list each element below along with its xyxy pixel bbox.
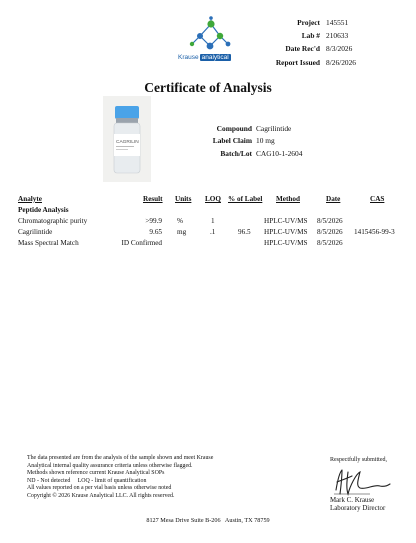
signature-image	[330, 464, 392, 498]
cell-loq: 1	[211, 217, 215, 225]
cell-units: mg	[177, 228, 187, 236]
field-value: 10 mg	[256, 136, 275, 146]
signer-name: Mark C. Krause	[330, 497, 375, 504]
footer-notes	[27, 455, 213, 501]
cell-cas: 1415456-99-3	[354, 228, 395, 236]
product-label-claim	[168, 135, 302, 147]
meta-label: Date Rec'd	[285, 44, 320, 54]
field-value: CAG10-1-2604	[256, 148, 303, 158]
meta-label: Lab #	[301, 31, 320, 41]
cell-date: 8/5/2026	[317, 228, 343, 236]
header-cas: CAS	[370, 195, 385, 203]
product-batch-lot	[168, 148, 302, 160]
vial-label: CAGRILIN	[116, 140, 139, 145]
brand-left: Krause	[178, 54, 199, 61]
header-result: Result	[143, 195, 163, 203]
header-date: Date	[326, 195, 341, 203]
brand-wordmark	[178, 54, 231, 61]
meta-label: Report Issued	[275, 57, 320, 67]
cell-analyte: Chromatographic purity	[18, 217, 88, 225]
meta-value: 210633	[326, 31, 349, 41]
page-title: Certificate of Analysis	[144, 80, 272, 95]
cell-method: HPLC-UV/MS	[264, 239, 308, 247]
meta-date-received	[260, 42, 376, 55]
vial-image	[103, 96, 151, 182]
header-analyte: Analyte	[18, 195, 42, 203]
report-meta	[260, 16, 376, 69]
lab-address: 8127 Mesa Drive Suite B-206 Austin, TX 78759	[146, 517, 270, 524]
product-compound	[168, 123, 302, 135]
note-line: Methods shown reference current Krause Analytical SOPs	[27, 470, 165, 477]
cell-result: >99.9	[145, 217, 162, 225]
note-line: All values reported on a per vial basis unless otherwise noted	[27, 485, 172, 492]
note-line: The data presented are from the analysis of the sample shown and meet Krause	[27, 455, 214, 461]
header-method: Method	[276, 195, 300, 203]
meta-value: 8/26/2026	[326, 57, 356, 67]
note-line: Analytical internal quality assurance criteria unless otherwise flagged.	[27, 462, 193, 469]
cell-pct: 96.5	[238, 228, 251, 236]
meta-value: 145551	[326, 18, 349, 27]
signer-title: Laboratory Director	[330, 505, 386, 513]
brand-right: analytical	[201, 54, 229, 61]
cell-analyte: Cagrilintide	[18, 228, 53, 236]
cell-method: HPLC-UV/MS	[264, 228, 308, 236]
note-line: Copyright © 2026 Krause Analytical LLC. All rights reserved.	[27, 492, 175, 499]
field-label: Compound	[216, 124, 252, 133]
meta-lab	[260, 29, 376, 42]
cell-method: HPLC-UV/MS	[264, 217, 308, 225]
meta-project	[260, 16, 376, 29]
header-units: Units	[175, 195, 192, 203]
meta-report-issued	[260, 56, 376, 69]
signer-block	[330, 497, 385, 514]
cell-analyte: Mass Spectral Match	[18, 239, 79, 247]
section-title: Peptide Analysis	[18, 206, 69, 214]
cell-loq: .1	[210, 228, 216, 236]
cell-date: 8/5/2026	[317, 239, 343, 247]
note-line: ND - Not detected LOQ - limit of quantification	[27, 477, 147, 484]
cell-date: 8/5/2026	[317, 217, 343, 225]
cell-result: 9.65	[149, 228, 162, 236]
field-label: Label Claim	[212, 136, 252, 146]
header-loq: LOQ	[205, 195, 221, 203]
meta-value: 8/3/2026	[326, 44, 353, 54]
header-pct-label: % of Label	[228, 195, 263, 203]
field-label: Batch/Lot	[220, 148, 252, 158]
field-value: Cagrilintide	[256, 124, 292, 133]
cell-result: ID Confirmed	[121, 239, 162, 247]
cell-units: %	[177, 217, 183, 225]
meta-label: Project	[297, 18, 320, 27]
product-info	[168, 123, 302, 160]
respectfully-submitted: Respectfully submitted,	[330, 457, 387, 463]
